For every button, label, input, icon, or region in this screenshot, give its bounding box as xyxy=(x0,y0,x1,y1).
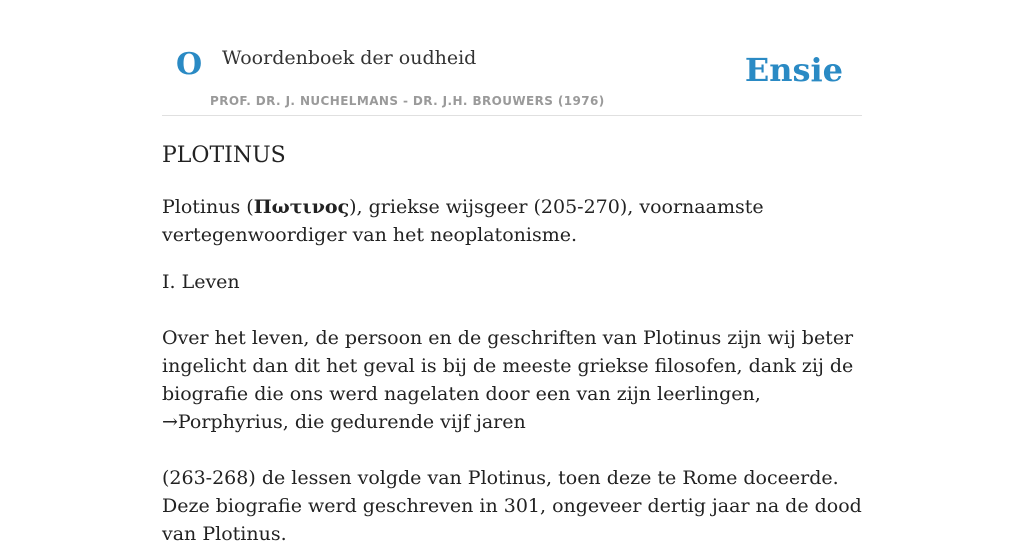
porphyrius-link-label: Porphyrius xyxy=(177,411,283,433)
arrow-right-icon: → xyxy=(162,411,178,433)
page-container xyxy=(162,0,862,548)
page-header xyxy=(162,0,862,116)
body-paragraph-1 xyxy=(162,324,862,436)
book-authors: PROF. DR. J. NUCHELMANS - DR. J.H. BROUWERS (1976) xyxy=(210,94,605,108)
ensie-logo-link[interactable]: Ensie xyxy=(744,51,843,89)
body-paragraph-2: (263-268) de lessen volgde van Plotinus, toen deze te Rome doceerde. Deze biografie werd geschreven in 301, ongeveer dertig jaar na de dood van Plotinus. xyxy=(162,467,862,545)
paragraph-1-text-start: Over het leven, de persoon en de geschriften van Plotinus zijn wij beter ingelicht dan dit het geval is bij de meeste griekse filosofen, dank zij de biografie die ons werd nagelaten door een van zijn leerlingen, xyxy=(162,327,854,405)
intro-text-end: ), griekse wijsgeer (205-270), voornaamste vertegenwoordiger van het neoplatonisme. xyxy=(162,196,764,246)
book-title-link[interactable]: Woordenboek der oudheid xyxy=(222,47,477,69)
paragraph-1-text-end: , die gedurende vijf jaren xyxy=(282,411,526,433)
intro-text-start: Plotinus ( xyxy=(162,196,254,218)
entry-intro xyxy=(162,193,862,249)
entry-title: PLOTINUS xyxy=(162,143,286,168)
index-letter[interactable]: O xyxy=(176,47,203,82)
greek-name: Πωτινος xyxy=(253,196,350,218)
section-heading: I. Leven xyxy=(162,271,240,293)
porphyrius-link[interactable] xyxy=(162,411,283,433)
